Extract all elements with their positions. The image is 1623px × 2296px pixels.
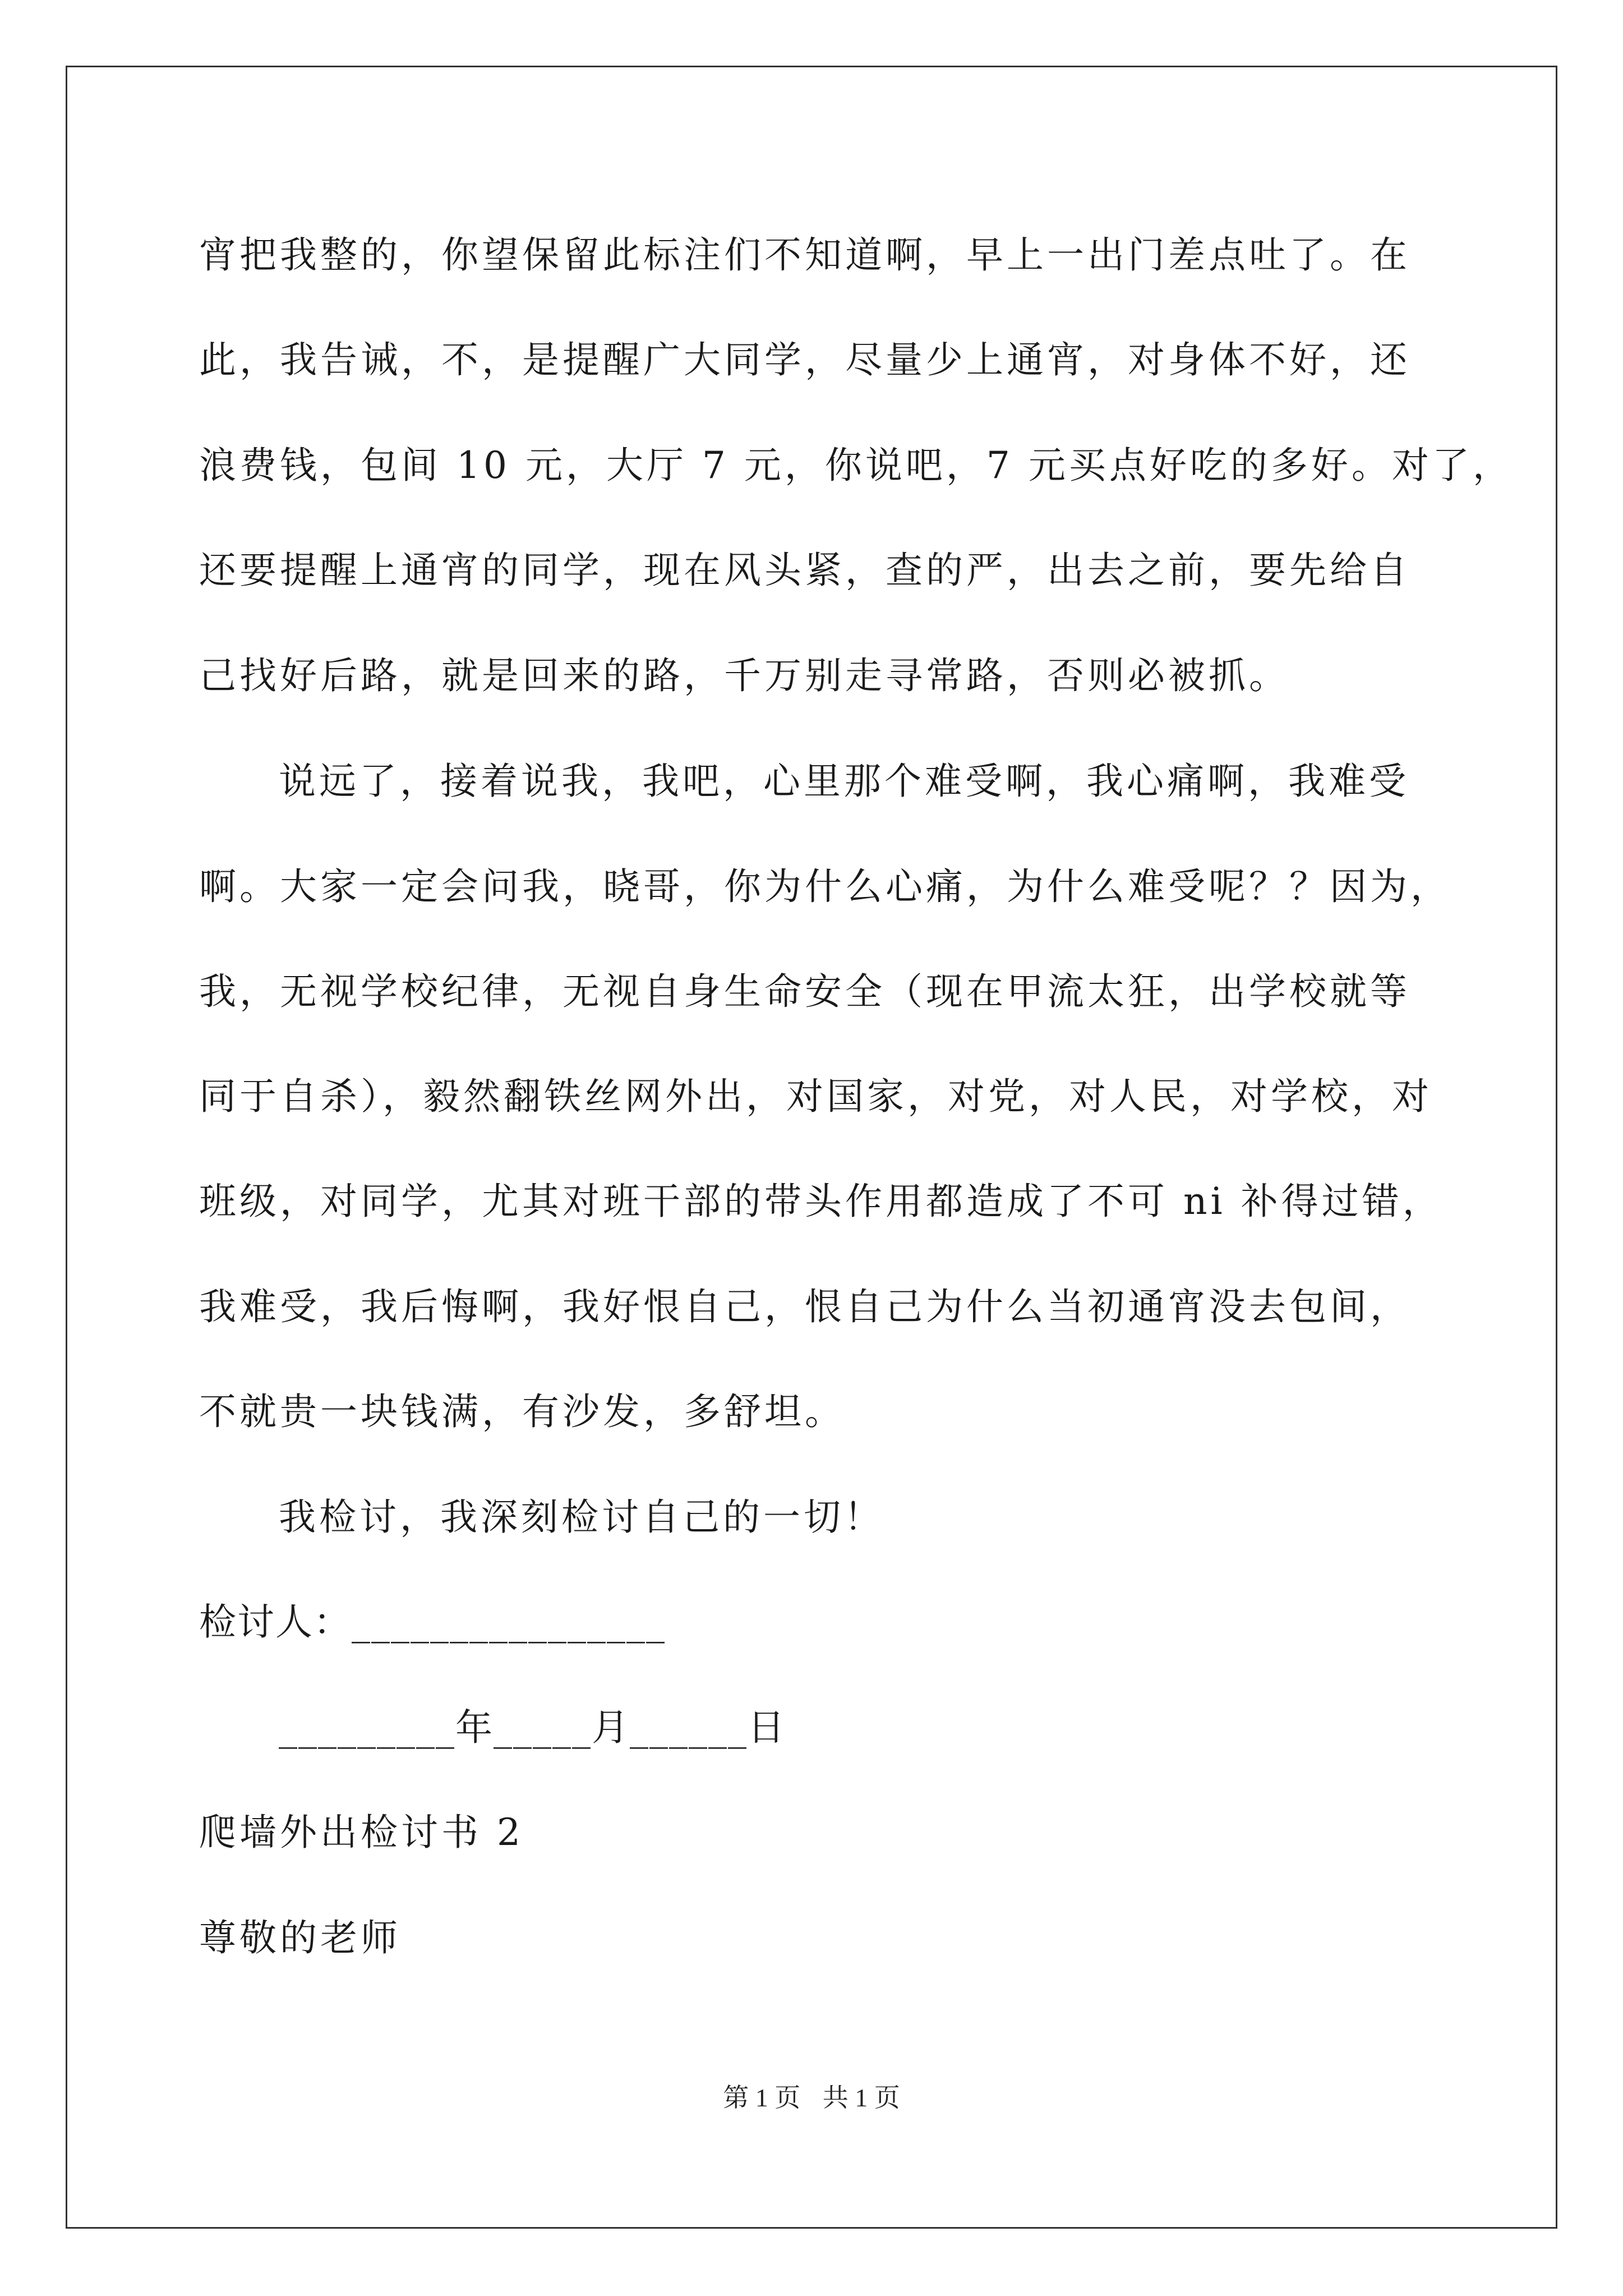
paragraph-2-line-1: 说远了，接着说我，我吧，心里那个难受啊，我心痛啊，我难受 — [279, 760, 1409, 803]
paragraph-1-line-2: 此，我告诫，不，是提醒广大同学，尽量少上通宵，对身体不好，还 — [199, 338, 1410, 381]
signature-line: 检讨人：________________ — [199, 1600, 666, 1644]
salutation: 尊敬的老师 — [199, 1916, 401, 1959]
date-line: _________年_____月______日 — [279, 1706, 786, 1749]
page-number-total: 共 1 页 — [822, 2083, 900, 2112]
paragraph-1-line-4: 还要提醒上通宵的同学，现在风头紧，查的严，出去之前，要先给自 — [199, 549, 1410, 592]
page-number-current: 第 1 页 — [723, 2083, 801, 2112]
paragraph-2-line-7: 不就贵一块钱满，有沙发，多舒坦。 — [199, 1390, 845, 1433]
paragraph-2-line-4: 同于自杀），毅然翻铁丝网外出，对国家，对党，对人民，对学校，对 — [199, 1075, 1432, 1118]
paragraph-2-line-2: 啊。大家一定会问我，晓哥，你为什么心痛，为什么难受呢？？因为， — [199, 865, 1451, 908]
page-border — [66, 66, 1557, 2229]
paragraph-2-line-3: 我，无视学校纪律，无视自身生命安全（现在甲流太狂，出学校就等 — [199, 970, 1410, 1013]
paragraph-2-line-6: 我难受，我后悔啊，我好恨自己，恨自己为什么当初通宵没去包间， — [199, 1285, 1410, 1328]
page-footer — [0, 2081, 1623, 2115]
paragraph-2-line-5: 班级，对同学，尤其对班干部的带头作用都造成了不可 ni 补得过错， — [199, 1180, 1443, 1223]
paragraph-1-line-3: 浪费钱，包间 10 元，大厅 7 元，你说吧，7 元买点好吃的多好。对了， — [199, 444, 1513, 487]
closing-statement: 我检讨，我深刻检讨自己的一切！ — [279, 1496, 884, 1539]
next-document-title: 爬墙外出检讨书 2 — [199, 1811, 524, 1854]
paragraph-1-line-1: 宵把我整的，你望保留此标注们不知道啊，早上一出门差点吐了。在 — [199, 233, 1410, 277]
paragraph-1-line-5: 己找好后路，就是回来的路，千万别走寻常路，否则必被抓。 — [199, 654, 1289, 697]
